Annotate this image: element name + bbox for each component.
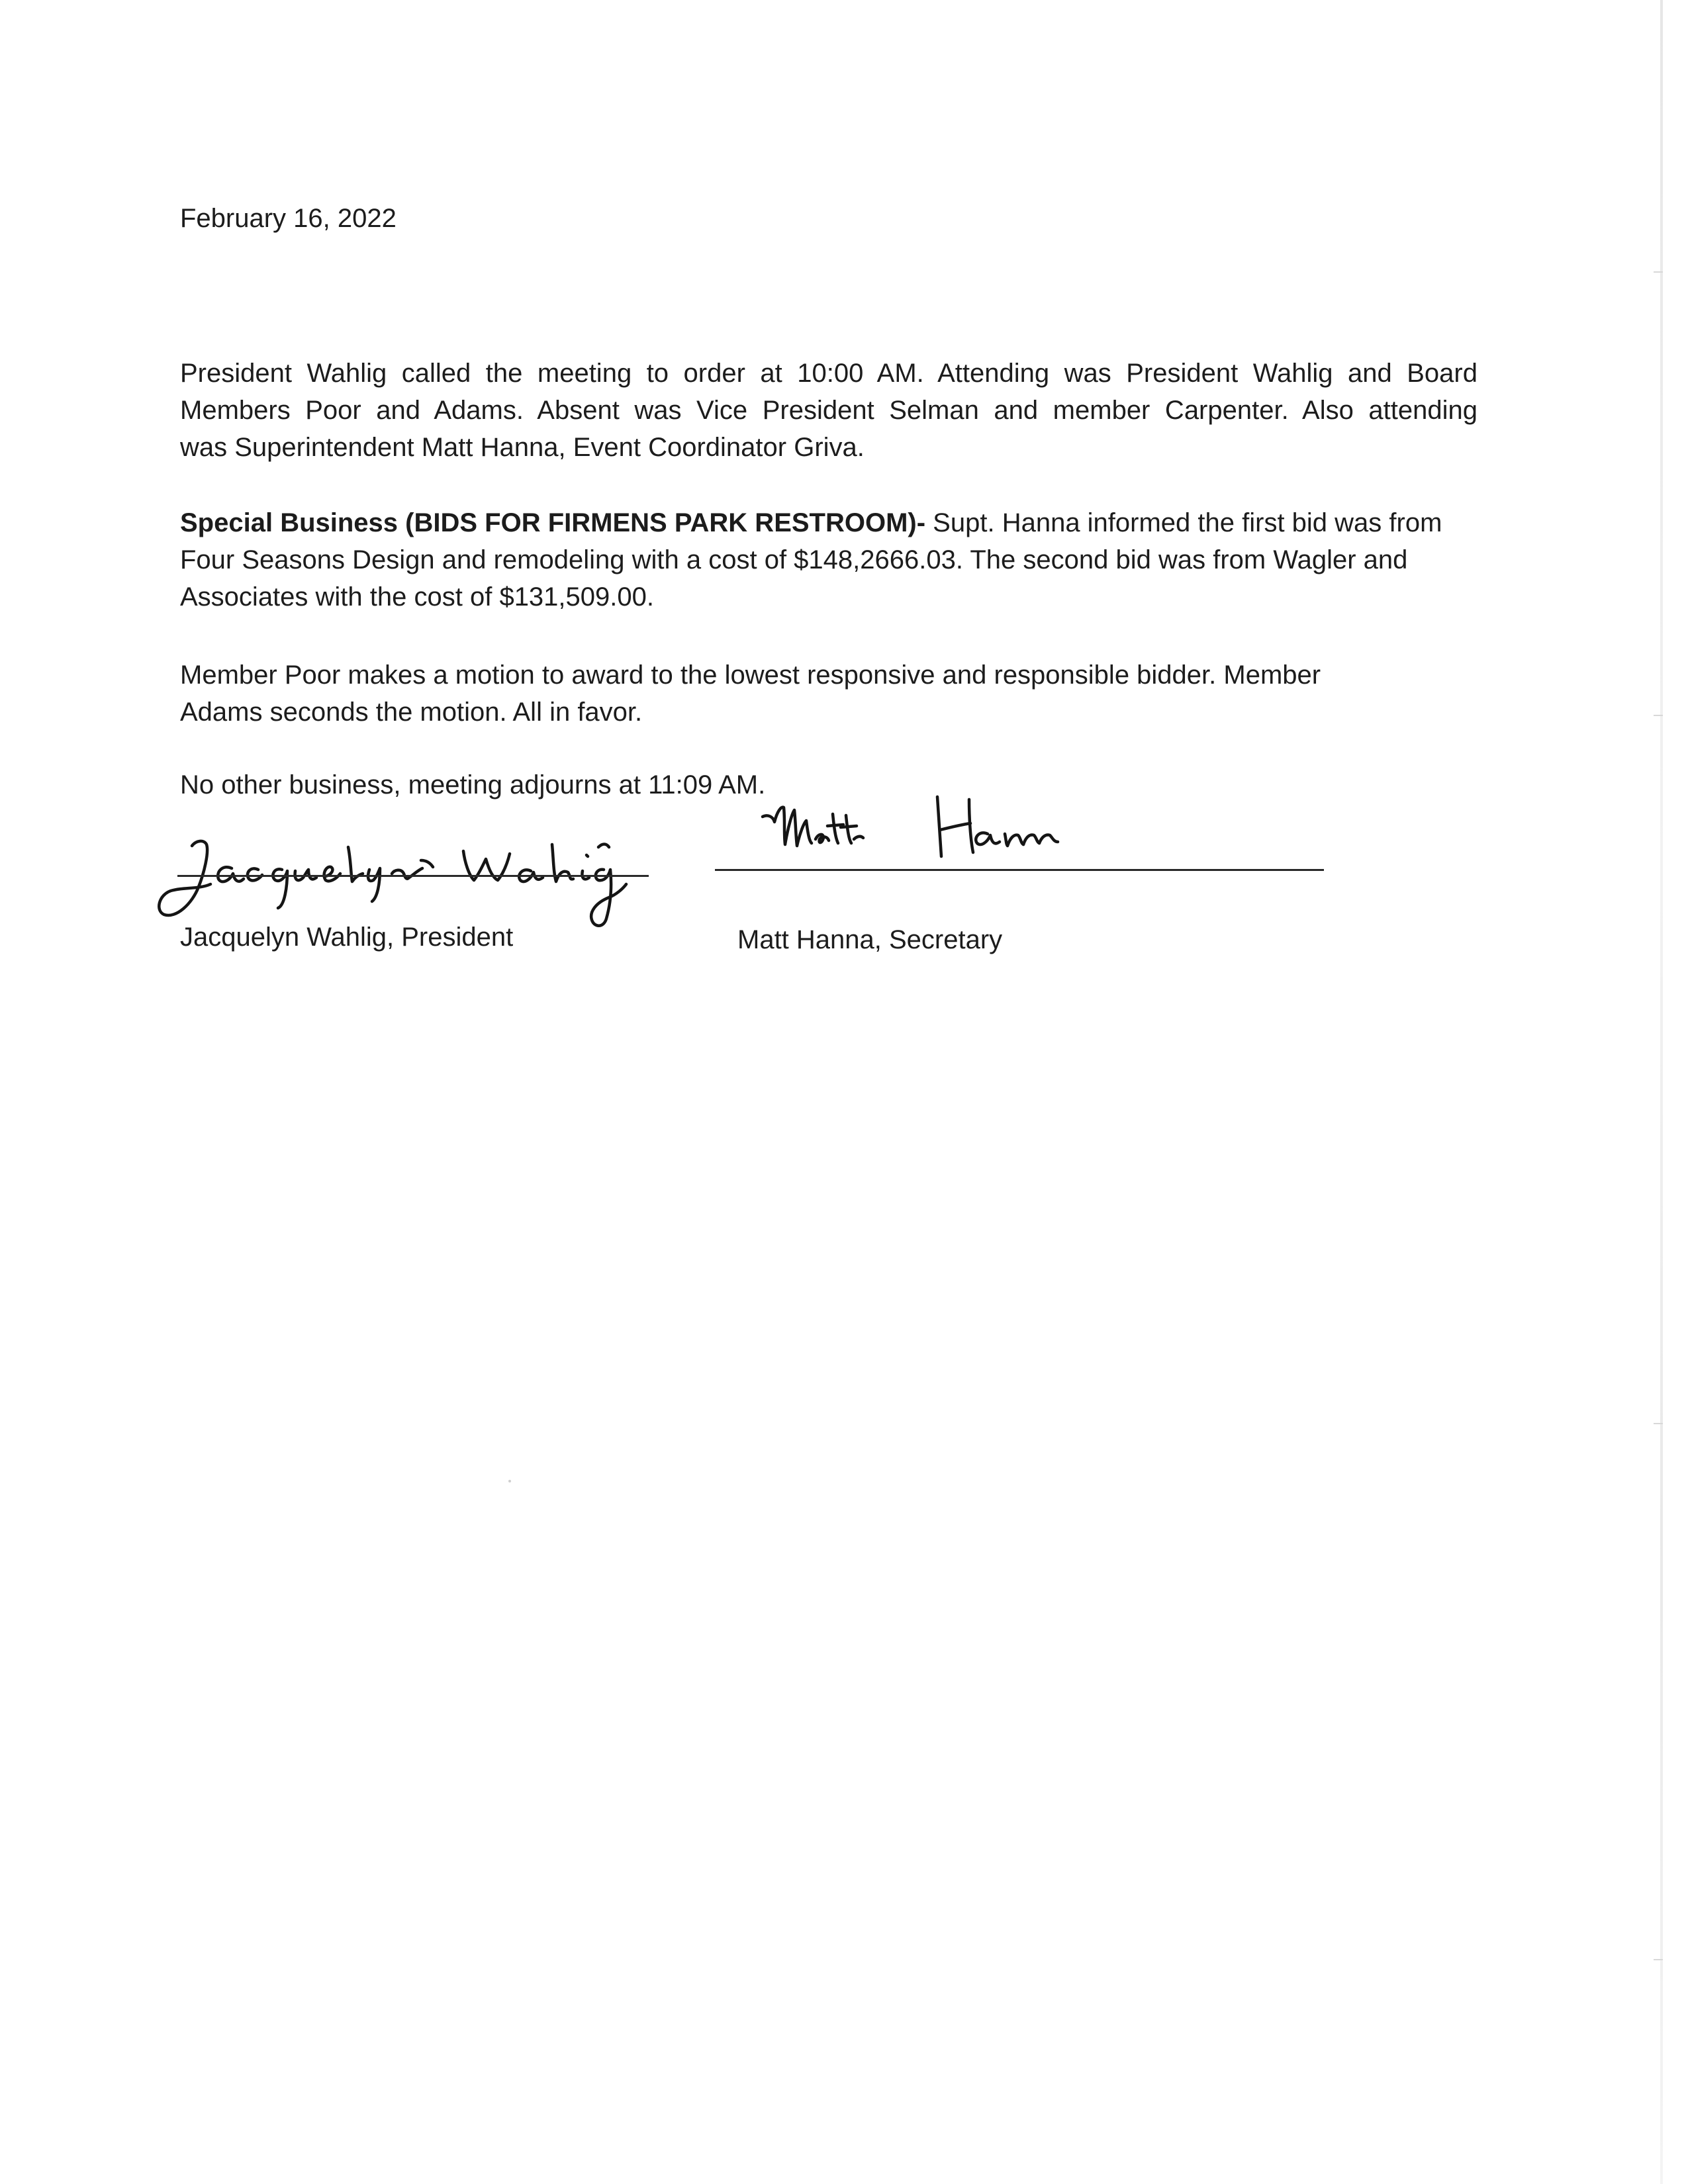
attendance-paragraph (180, 355, 1477, 466)
scan-tick (1654, 1959, 1663, 1960)
attendance-line: Members Poor and Adams. Absent was Vice President Selman and member Carpenter. Also attending (180, 396, 1477, 425)
meeting-date: February 16, 2022 (180, 204, 397, 233)
motion-paragraph (180, 657, 1477, 731)
attendance-line: was Superintendent Matt Hanna, Event Coordinator Griva. (180, 433, 865, 462)
president-signature-line (177, 875, 649, 877)
president-caption: Jacquelyn Wahlig, President (180, 923, 514, 952)
motion-line: Member Poor makes a motion to award to the lowest responsive and responsible bidder. Member (180, 660, 1321, 690)
special-business-paragraph (180, 504, 1477, 615)
attendance-line: President Wahlig called the meeting to order at 10:00 AM. Attending was President Wahlig and Board (180, 359, 1477, 388)
special-business-line (180, 504, 1477, 541)
special-business-line: Four Seasons Design and remodeling with a cost of $148,2666.03. The second bid was from Wagler and (180, 545, 1408, 574)
scan-tick (1654, 1423, 1663, 1424)
special-business-heading: Special Business (BIDS FOR FIRMENS PARK RESTROOM)- (180, 508, 926, 537)
scan-edge-artifact (1660, 0, 1663, 2184)
president-signature (152, 821, 655, 933)
special-business-line: Associates with the cost of $131,509.00. (180, 582, 654, 612)
secretary-signature-line (715, 869, 1324, 871)
scan-tick (1654, 715, 1663, 716)
secretary-caption: Matt Hanna, Secretary (737, 925, 1003, 954)
special-business-line-rest: Supt. Hanna informed the first bid was from (925, 508, 1442, 537)
closing-statement: No other business, meeting adjourns at 11:09 AM. (180, 770, 766, 799)
secretary-signature (755, 788, 1086, 874)
motion-line: Adams seconds the motion. All in favor. (180, 698, 643, 727)
scan-tick (1654, 271, 1663, 273)
scan-speck (508, 1480, 511, 1482)
